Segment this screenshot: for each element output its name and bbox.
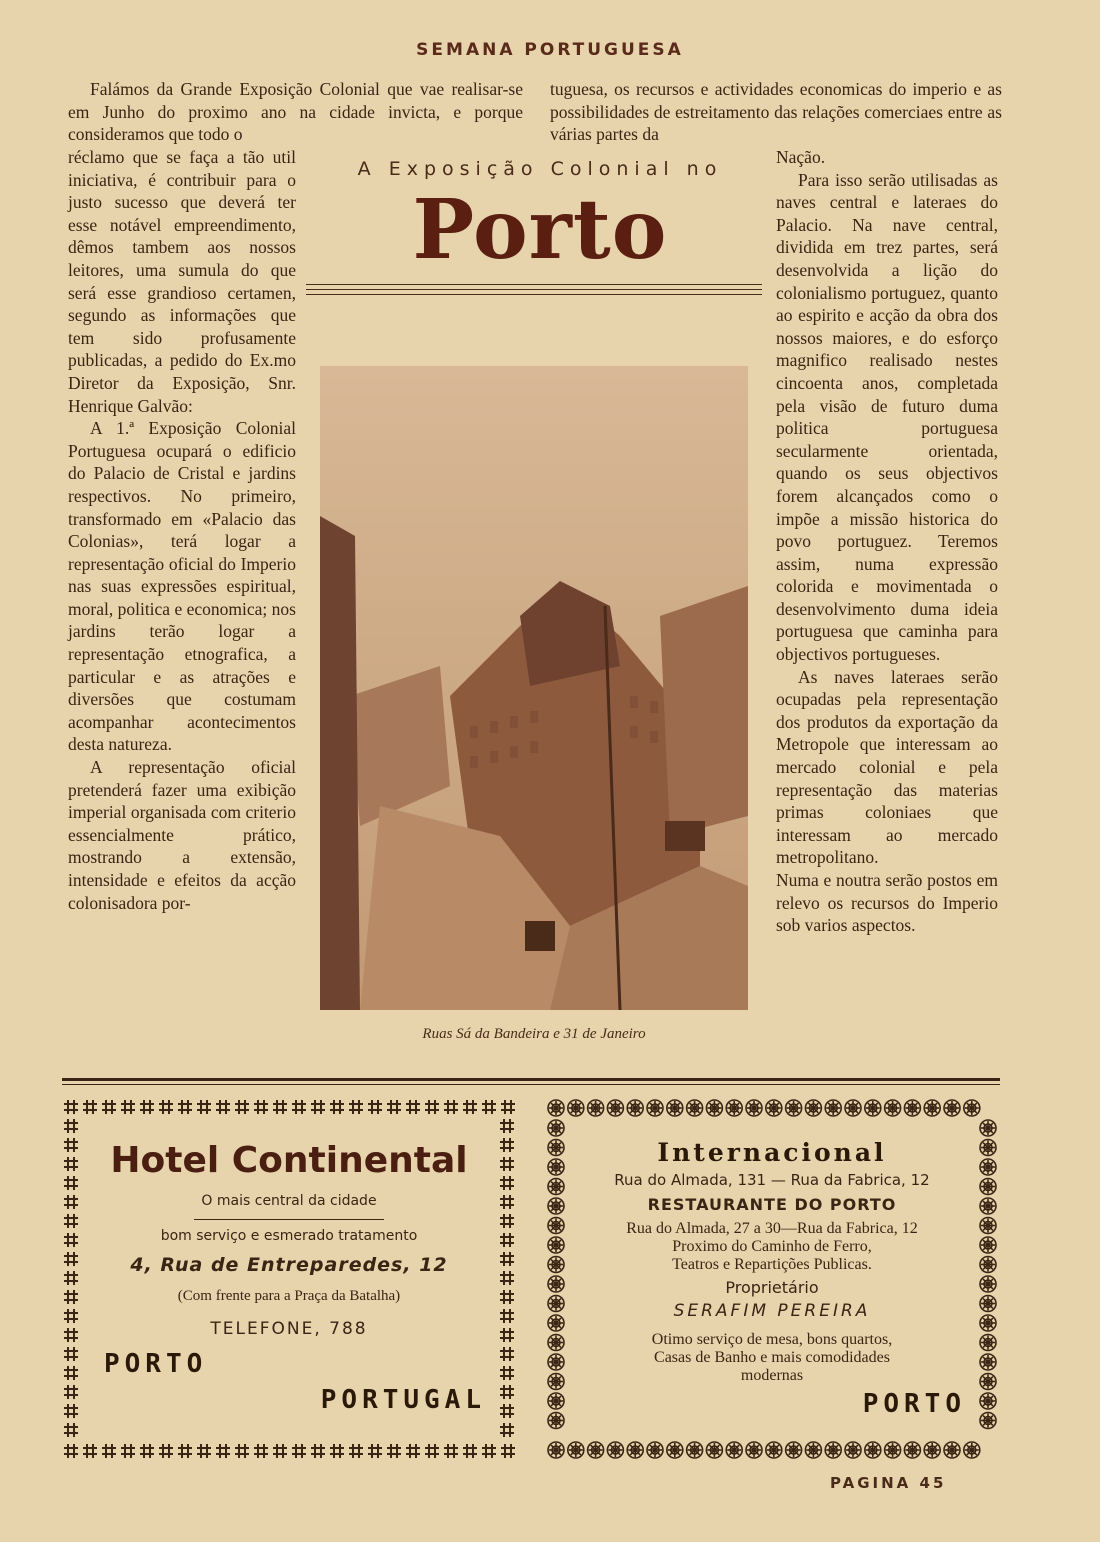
- hotel-continental-ad: [62, 1096, 516, 1462]
- street-photo-illustration: [320, 366, 748, 1010]
- restaurante-city: PORTO: [862, 1389, 966, 1419]
- internacional-ad: [544, 1096, 1000, 1462]
- title-rule: [306, 289, 762, 290]
- intro-right-paragraph: tuguesa, os recursos e actividades economicas do imperio e as possibilidades de estreitamento das relações comerciaes entre as várias partes da: [550, 79, 1002, 145]
- left-column: [68, 146, 296, 914]
- street-photo: [320, 366, 748, 1010]
- left-paragraph: A representação oficial pretenderá fazer uma exibição imperial organisada com criterio essencialmente prático, mostrando a extensão, intensidade e efeitos da acção colonisadora por-: [68, 757, 296, 913]
- section-divider: [62, 1078, 1000, 1081]
- intro-left-text: [68, 78, 523, 146]
- left-paragraph: réclamo que se faça a tão util iniciativa, é contribuir para o justo sucesso que deverá ter esse notável empreendimento, dêmos tambem aos nossos leitores, uma sumula do que será esse grandioso certamen, segundo as informações que tem sido profusamente publicadas, a pedido do Ex.mo Diretor da Exposição, Snr. Henrique Galvão:: [68, 147, 296, 416]
- hotel-rule: [194, 1219, 384, 1220]
- restaurante-name: RESTAURANTE DO PORTO: [647, 1195, 897, 1214]
- photo-caption: Ruas Sá da Bandeira e 31 de Janeiro: [422, 1026, 646, 1042]
- left-paragraph: A 1.ª Exposição Colonial Portuguesa ocupará o edificio do Palacio de Cristal e jardins respectivos. No primeiro, transformado em «Palacio das Colonias», terá logar a representação oficial do Imperio nas suas expressões espiritual, moral, politica e economica; nos jardins terão logar a representação etnografica, a particular e as atrações e diversões que costumam acompanhar acontecimentos desta natureza.: [68, 418, 296, 755]
- hotel-phone: TELEFONE, 788: [210, 1319, 368, 1339]
- running-header: SEMANA PORTUGUESA: [416, 40, 684, 60]
- right-paragraph: As naves lateraes serão ocupadas pela representação dos produtos da exportação da Metropole que interessam ao mercado colonial e pela representação das materias primas coloniaes que interessam ao mercado metropolitano.: [776, 666, 998, 868]
- intro-left-paragraph: Falámos da Grande Exposição Colonial que vae realisar-se em Junho do proximo ano na cidade invicta, e porque consideramos que todo o: [68, 79, 523, 145]
- article-title: Porto: [412, 182, 668, 278]
- right-paragraph: Para isso serão utilisadas as naves central e lateraes do Palacio. Na nave central, dividida em trez partes, será desenvolvida a lição do colonialismo portuguez, quanto ao espirito e acção da obra dos nossos maiores, e do esforço magnifico realisado nestes cincoenta anos, completada pela visão de futuro duma politica portuguesa secularmente orientada, quando os seus objectivos forem alcançados como o impõe a missão historica do povo portuguez. Teremos assim, numa expressão colorida e movimentada o desenvolvimento duma ideia portuguesa que caminha para objectivos portugueses.: [776, 169, 998, 665]
- restaurante-address: Rua do Almada, 27 a 30—Rua da Fabrica, 12: [626, 1220, 918, 1237]
- restaurante-desc-1: Otimo serviço de mesa, bons quartos,: [651, 1331, 893, 1348]
- right-paragraph: Numa e noutra serão postos em relevo os recursos do Imperio sob varios aspectos.: [776, 870, 998, 936]
- intro-right-text: [550, 78, 1002, 146]
- restaurante-near-2: Teatros e Repartições Publicas.: [672, 1256, 872, 1273]
- right-paragraph: Nação.: [776, 147, 826, 167]
- section-divider: [62, 1084, 1000, 1085]
- hotel-note: (Com frente para a Praça da Batalha): [177, 1288, 401, 1304]
- internacional-name: Internacional: [657, 1138, 887, 1167]
- hotel-city: PORTO: [104, 1349, 208, 1379]
- page-number: PAGINA 45: [830, 1474, 947, 1492]
- internacional-address: Rua do Almada, 131 — Rua da Fabrica, 12: [614, 1171, 930, 1189]
- hotel-name: Hotel Continental: [110, 1140, 468, 1181]
- owner-name: SERAFIM PEREIRA: [673, 1301, 871, 1321]
- hotel-tagline: O mais central da cidade: [201, 1193, 377, 1209]
- title-rule: [306, 284, 762, 285]
- hotel-address: 4, Rua de Entreparedes, 12: [130, 1254, 448, 1276]
- restaurante-desc-3: modernas: [740, 1367, 804, 1384]
- title-rule: [306, 294, 762, 295]
- owner-label: Proprietário: [725, 1278, 819, 1297]
- article-kicker: A Exposição Colonial no: [357, 158, 723, 180]
- right-column: [776, 146, 998, 937]
- restaurante-desc-2: Casas de Banho e mais comodidades: [654, 1349, 890, 1366]
- hotel-service: bom serviço e esmerado tratamento: [160, 1228, 418, 1244]
- restaurante-near-1: Proximo do Caminho de Ferro,: [672, 1238, 872, 1255]
- hotel-country: PORTUGAL: [320, 1385, 486, 1415]
